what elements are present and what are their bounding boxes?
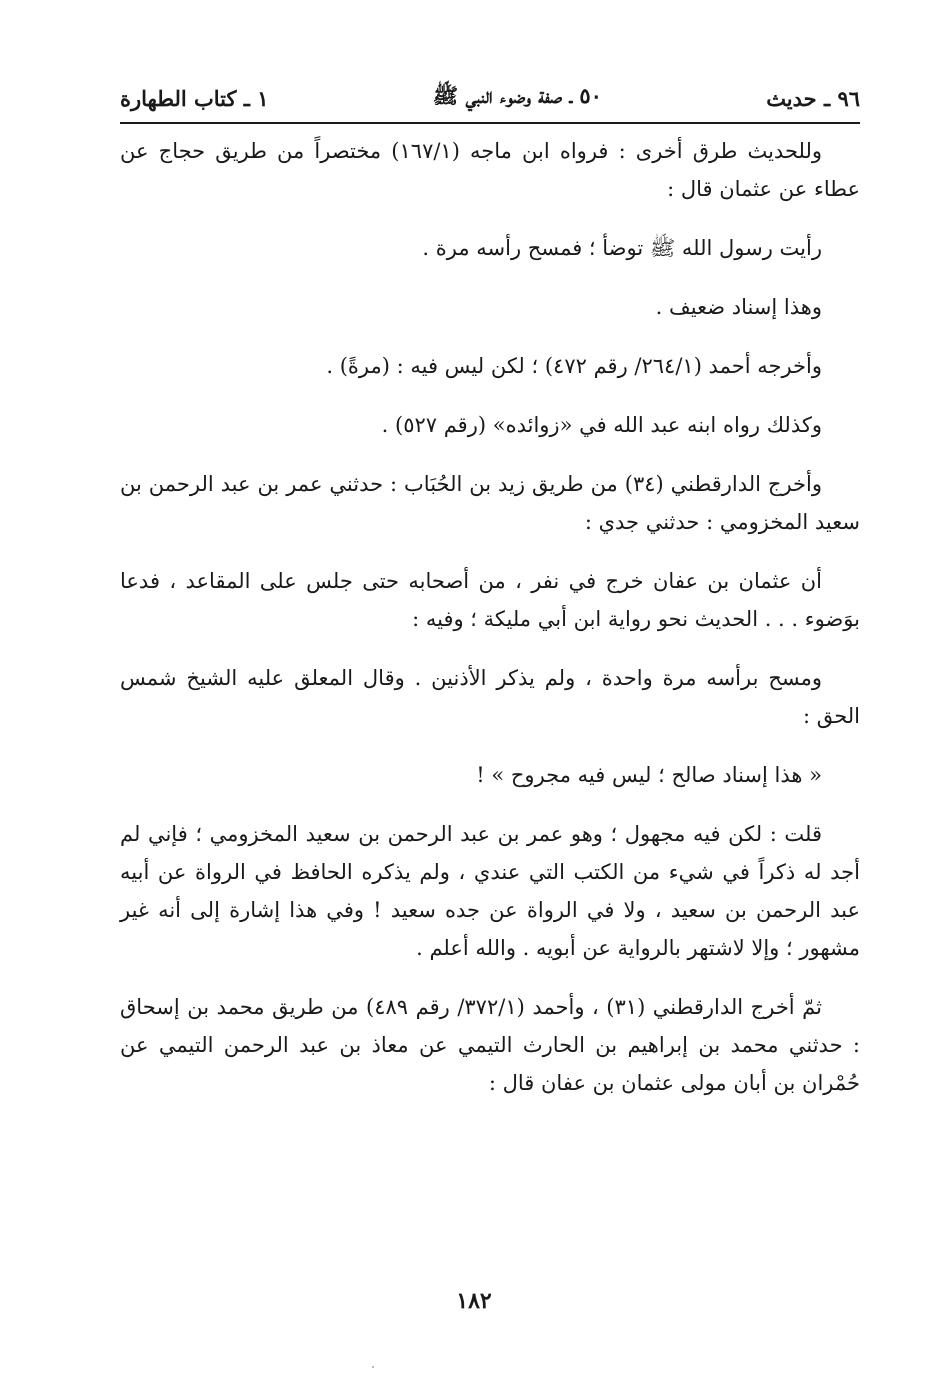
paragraph: « هذا إسناد صالح ؛ ليس فيه مجروح » ! xyxy=(476,763,822,787)
paragraph: قلت : لكن فيه مجهول ؛ وهو عمر بن عبد الرحمن بن سعيد المخزومي ؛ فإني لم أجد له ذكراً في شيء من الكتب التي عندي ، ولم يذكره الحافظ في الرواة عن أبيه عبد الرحمن بن سعيد ، ولا في الرواة عن جده سعيد ! وفي هذا إشارة إلى أنه غير مشهور ؛ وإلا لاشتهر بالرواية عن أبويه . والله أعلم . xyxy=(120,822,860,960)
paragraph: وأخرج الدارقطني (٣٤) من طريق زيد بن الحُبَاب : حدثني عمر بن عبد الرحمن بن سعيد المخزومي : حدثني جدي : xyxy=(120,472,860,534)
paragraph: ثمّ أخرج الدارقطني (٣١) ، وأحمد (٣٧٢/١/ رقم ٤٨٩) من طريق محمد بن إسحاق : حدثني محمد بن إبراهيم بن الحارث التيمي عن معاذ بن عبد الرحمن التيمي عن حُمْران بن أبان مولى عثمان بن عفان قال : xyxy=(120,995,860,1095)
header-chapter-title: ٥٠ ـ صفة وضوء النبي ﷺ xyxy=(432,82,602,108)
paragraph: وكذلك رواه ابنه عبد الله في «زوائده» (رقم ٥٢٧) . xyxy=(381,413,822,437)
page-number: ١٨٢ xyxy=(456,1288,492,1314)
scan-speck xyxy=(372,1366,374,1368)
paragraph: وهذا إسناد ضعيف . xyxy=(655,295,822,319)
paragraph: وللحديث طرق أخرى : فرواه ابن ماجه (١٦٧/١) مختصراً من طريق حجاج عن عطاء عن عثمان قال : xyxy=(120,139,860,201)
header-rule xyxy=(120,122,860,124)
paragraph: ومسح برأسه مرة واحدة ، ولم يذكر الأذنين . وقال المعلق عليه الشيخ شمس الحق : xyxy=(120,666,860,728)
paragraph: رأيت رسول الله ﷺ توضأ ؛ فمسح رأسه مرة . xyxy=(422,236,822,260)
running-header xyxy=(120,80,860,116)
paragraph: وأخرجه أحمد (٢٦٤/١/ رقم ٤٧٢) ؛ لكن ليس فيه : (مرةً) . xyxy=(326,354,822,378)
paragraph: أن عثمان بن عفان خرج في نفر ، من أصحابه حتى جلس على المقاعد ، فدعا بوَضوء . . . الحديث نحو رواية ابن أبي مليكة ؛ وفيه : xyxy=(120,569,860,631)
page-body xyxy=(120,132,860,1123)
header-book-title: ١ ـ كتاب الطهارة xyxy=(120,85,269,111)
header-hadith-number: ٩٦ ـ حديث xyxy=(766,85,860,111)
